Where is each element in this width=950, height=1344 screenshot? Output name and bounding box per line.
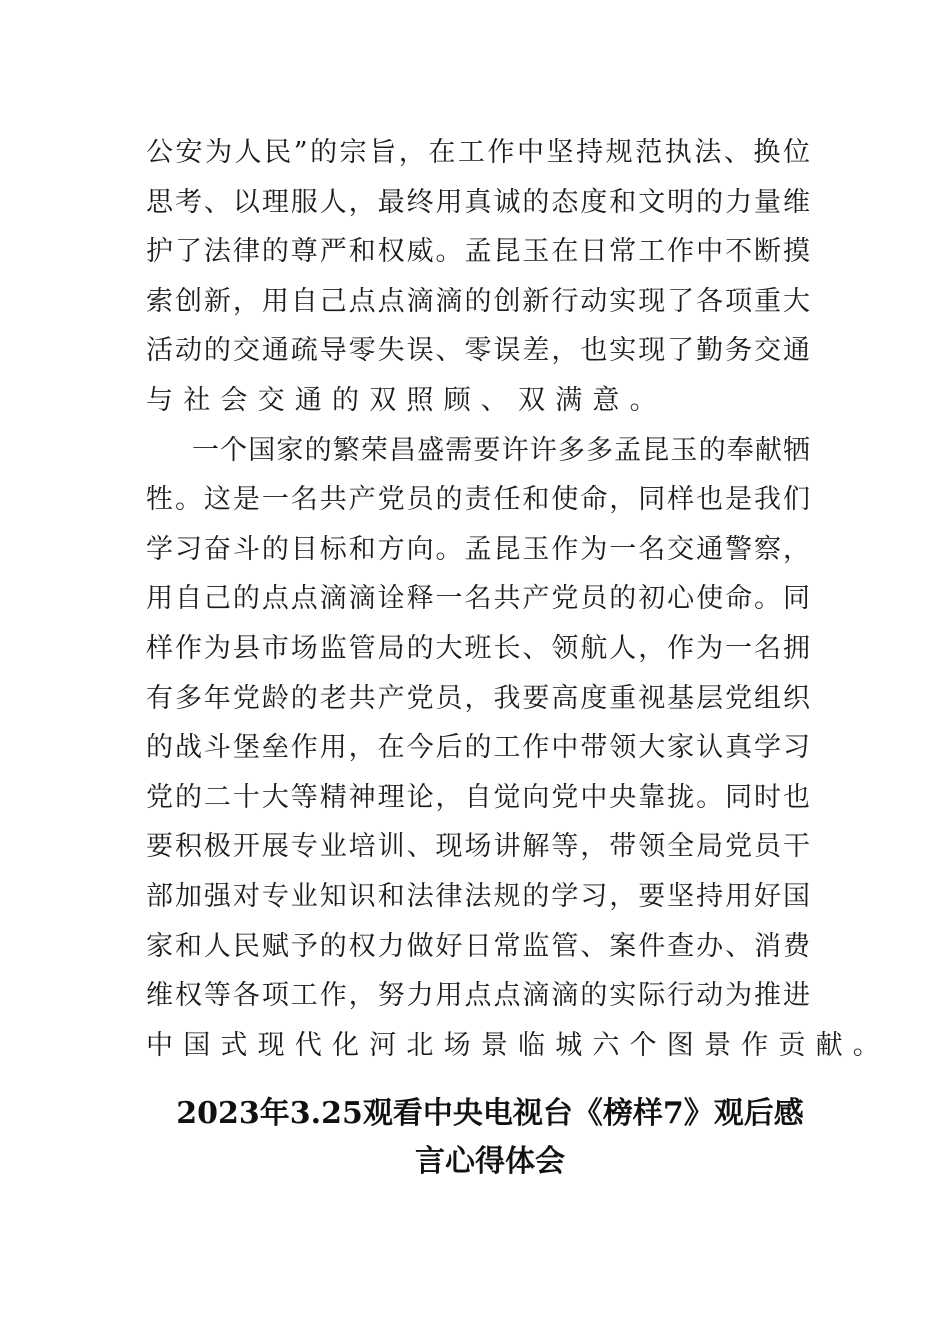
text-line: 护了法律的尊严和权威。孟昆玉在日常工作中不断摸 bbox=[146, 236, 810, 268]
paragraph bbox=[146, 128, 810, 426]
title-line-1: 2023年3.25观看中央电视台《榜样7》观后感 bbox=[176, 1096, 804, 1131]
section-title bbox=[120, 1090, 860, 1186]
document-body bbox=[146, 128, 890, 1070]
text-line: 中国式现代化河北场景临城六个图景作贡献。 bbox=[146, 1029, 890, 1061]
text-line: 要积极开展专业培训、现场讲解等，带领全局党员干 bbox=[146, 831, 810, 863]
paragraph bbox=[146, 426, 890, 1071]
text-line: 部加强对专业知识和法律法规的学习，要坚持用好国 bbox=[146, 880, 810, 912]
text-line: 样作为县市场监管局的大班长、领航人，作为一名拥 bbox=[146, 632, 810, 664]
text-line: 的战斗堡垒作用，在今后的工作中带领大家认真学习 bbox=[146, 732, 810, 764]
text-line: 学习奋斗的目标和方向。孟昆玉作为一名交通警察， bbox=[146, 533, 810, 565]
text-line: 思考、以理服人，最终用真诚的态度和文明的力量维 bbox=[146, 186, 810, 218]
text-line: 家和人民赋予的权力做好日常监管、案件查办、消费 bbox=[146, 930, 810, 962]
text-line: 党的二十大等精神理论，自觉向党中央靠拢。同时也 bbox=[146, 781, 810, 813]
text-line: 公安为人民”的宗旨，在工作中坚持规范执法、换位 bbox=[146, 137, 810, 168]
text-line: 与社会交通的双照顾、双满意。 bbox=[146, 384, 667, 416]
text-line: 一个国家的繁荣昌盛需要许许多多孟昆玉的奉献牺 bbox=[192, 434, 810, 466]
text-line: 维权等各项工作，努力用点点滴滴的实际行动为推进 bbox=[146, 980, 810, 1012]
text-line: 有多年党龄的老共产党员，我要高度重视基层党组织 bbox=[146, 682, 810, 714]
title-line-2: 言心得体会 bbox=[415, 1144, 565, 1179]
text-line: 索创新，用自己点点滴滴的创新行动实现了各项重大 bbox=[146, 285, 810, 317]
text-line: 用自己的点点滴滴诠释一名共产党员的初心使命。同 bbox=[146, 583, 810, 615]
text-line: 活动的交通疏导零失误、零误差，也实现了勤务交通 bbox=[146, 335, 810, 367]
text-line: 牲。这是一名共产党员的责任和使命，同样也是我们 bbox=[146, 484, 810, 516]
